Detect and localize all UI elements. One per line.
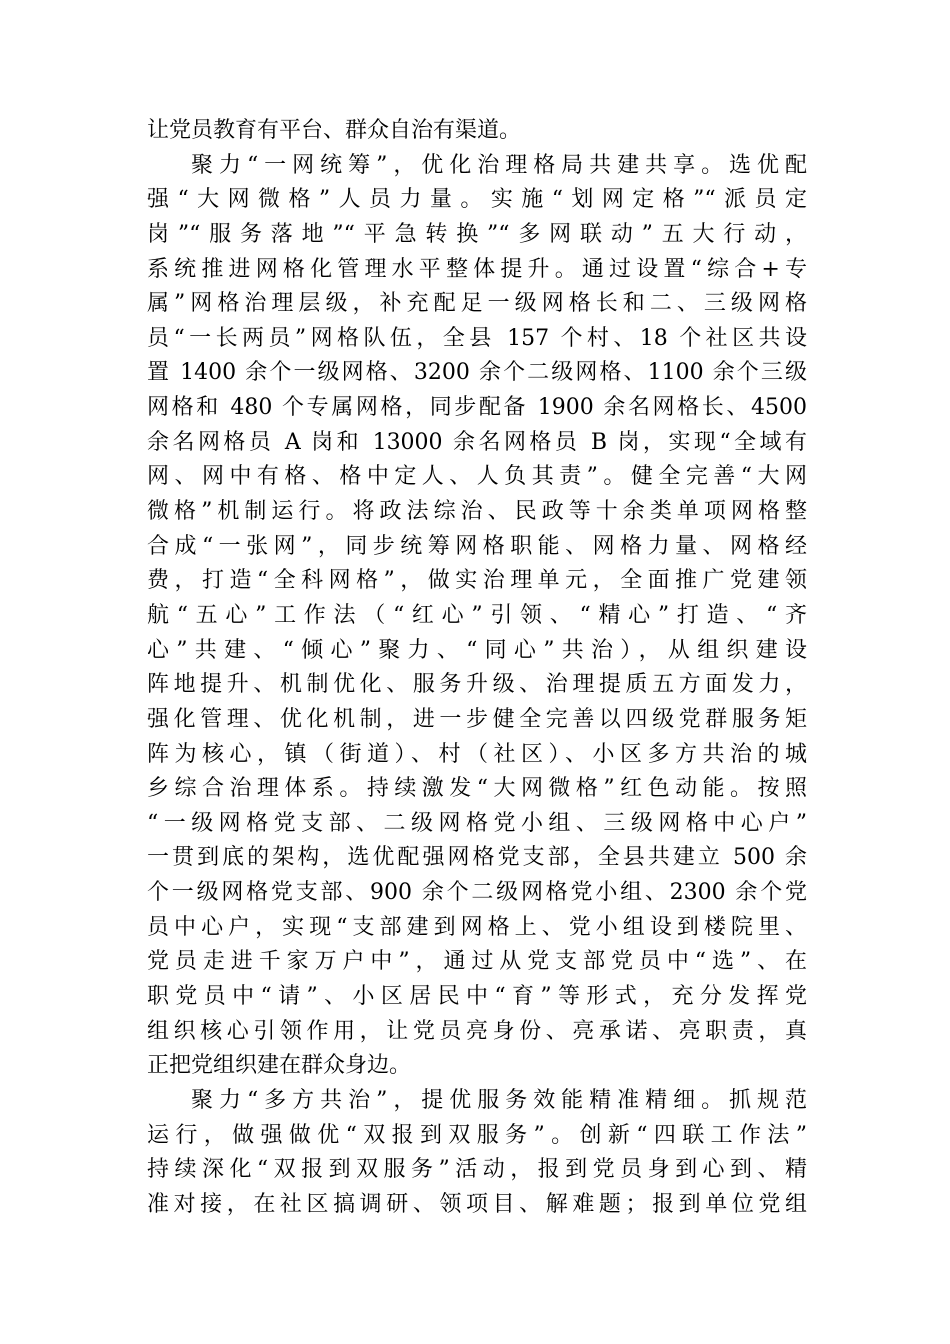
text-line: 一贯到底的架构，选优配强网格党支部，全县共建立 500 余: [147, 845, 807, 871]
text-line: 合成“一张网”，同步统筹网格职能、网格力量、网格经: [147, 533, 807, 559]
text-line: 让党员教育有平台、群众自治有渠道。: [147, 118, 522, 143]
text-line: 乡综合治理体系。持续激发“大网微格”红色动能。按照: [147, 776, 807, 802]
text-line: 属”网格治理层级，补充配足一级网格长和二、三级网格: [147, 291, 807, 317]
text-line: 微格”机制运行。将政法综治、民政等十余类单项网格整: [147, 499, 807, 525]
text-line: 阵为核心，镇（街道）、村（社区）、小区多方共治的城: [147, 741, 807, 767]
text-line: “一级网格党支部、二级网格党小组、三级网格中心户”: [147, 810, 807, 836]
text-line: 费，打造“全科网格”，做实治理单元，全面推广党建领: [147, 568, 807, 594]
text-line: 强化管理、优化机制，进一步健全完善以四级党群服务矩: [147, 706, 807, 732]
text-line: 个一级网格党支部、900 余个二级网格党小组、2300 余个党: [147, 880, 807, 906]
text-line: 准对接，在社区搞调研、领项目、解难题；报到单位党组: [147, 1191, 807, 1217]
text-line: 余名网格员 A 岗和 13000 余名网格员 B 岗，实现“全域有: [147, 429, 807, 455]
text-line: 网格和 480 个专属网格，同步配备 1900 余名网格长、4500: [147, 395, 807, 421]
text-line: 航“五心”工作法（“红心”引领、“精心”打造、“齐: [147, 602, 807, 628]
body-text: [147, 114, 807, 1223]
text-line: 运行，做强做优“双报到双服务”。创新“四联工作法”: [147, 1122, 807, 1148]
text-line: 职党员中“请”、小区居民中“育”等形式，充分发挥党: [147, 984, 807, 1010]
text-line: 系统推进网格化管理水平整体提升。通过设置“综合+专: [147, 256, 807, 282]
text-line: 组织核心引领作用，让党员亮身份、亮承诺、亮职责，真: [147, 1018, 807, 1044]
text-line: 党员走进千家万户中”，通过从党支部党员中“选”、在: [147, 949, 807, 975]
text-line: 置 1400 余个一级网格、3200 余个二级网格、1100 余个三级: [147, 360, 807, 386]
text-line: 员中心户，实现“支部建到网格上、党小组设到楼院里、: [147, 914, 807, 940]
text-line: 正把党组织建在群众身边。: [147, 1053, 412, 1079]
text-line: 持续深化“双报到双服务”活动，报到党员身到心到、精: [147, 1157, 807, 1183]
text-line: 心”共建、“倾心”聚力、“同心”共治），从组织建设: [147, 637, 807, 663]
paragraph-start-line: 聚力“多方共治”，提优服务效能精准精细。抓规范: [191, 1087, 807, 1113]
text-line: 网、网中有格、格中定人、人负其责”。健全完善“大网: [147, 464, 807, 490]
text-line: 强“大网微格”人员力量。实施“划网定格”“派员定: [147, 187, 807, 213]
text-line: 阵地提升、机制优化、服务升级、治理提质五方面发力，: [147, 672, 807, 698]
paragraph-start-line: 聚力“一网统筹”，优化治理格局共建共享。选优配: [191, 152, 807, 178]
text-line: 员“一长两员”网格队伍，全县 157 个村、18 个社区共设: [147, 325, 807, 351]
text-line: 岗”“服务落地”“平急转换”“多网联动”五大行动，: [147, 221, 807, 247]
